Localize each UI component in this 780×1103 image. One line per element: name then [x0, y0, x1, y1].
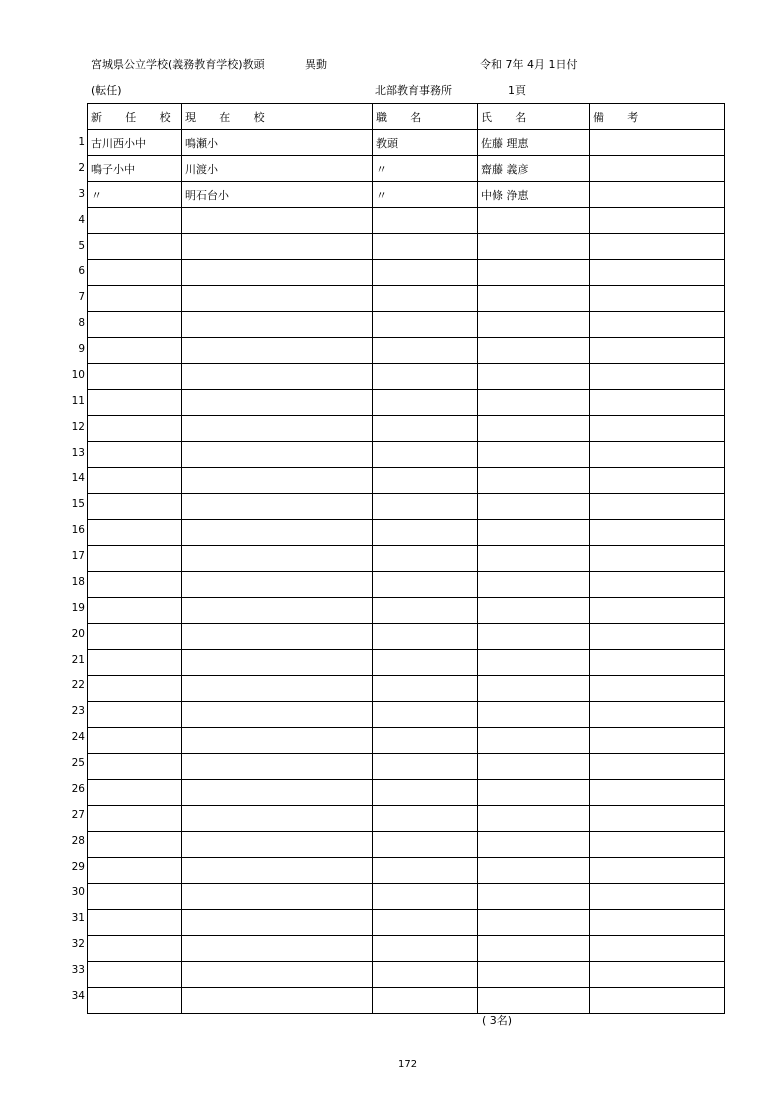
cell-current-school — [182, 546, 373, 572]
cell-name — [478, 728, 590, 754]
row-number: 15 — [71, 498, 85, 511]
cell-name — [478, 208, 590, 234]
cell-name — [478, 286, 590, 312]
cell-current-school — [182, 650, 373, 676]
cell-remarks — [590, 286, 725, 312]
cell-name — [478, 468, 590, 494]
cell-position — [373, 780, 478, 806]
row-number: 13 — [71, 446, 85, 459]
table-row — [88, 156, 725, 182]
row-number-column — [62, 130, 85, 1010]
cell-current-school: 鳴瀬小 — [182, 130, 373, 156]
cell-name: 齋藤 義彦 — [478, 156, 590, 182]
cell-new-school — [88, 416, 182, 442]
cell-remarks — [590, 208, 725, 234]
cell-current-school — [182, 702, 373, 728]
cell-remarks — [590, 182, 725, 208]
cell-remarks — [590, 936, 725, 962]
cell-new-school — [88, 676, 182, 702]
cell-position — [373, 936, 478, 962]
cell-current-school — [182, 936, 373, 962]
cell-new-school — [88, 936, 182, 962]
cell-remarks — [590, 416, 725, 442]
table-row — [88, 676, 725, 702]
table-row — [88, 208, 725, 234]
cell-remarks — [590, 312, 725, 338]
column-header-current-school: 現 在 校 — [182, 104, 373, 130]
transfer-category: (転任) — [91, 84, 122, 97]
cell-remarks — [590, 338, 725, 364]
row-number: 1 — [78, 136, 85, 148]
cell-current-school — [182, 390, 373, 416]
row-number: 30 — [71, 886, 85, 899]
cell-remarks — [590, 910, 725, 936]
cell-position — [373, 832, 478, 858]
table-row — [88, 962, 725, 988]
cell-remarks — [590, 702, 725, 728]
table-row — [88, 130, 725, 156]
cell-remarks — [590, 806, 725, 832]
table-row — [88, 520, 725, 546]
cell-name — [478, 390, 590, 416]
personnel-table — [87, 103, 725, 1014]
cell-name — [478, 624, 590, 650]
cell-current-school — [182, 312, 373, 338]
cell-current-school — [182, 468, 373, 494]
cell-new-school — [88, 364, 182, 390]
cell-current-school — [182, 364, 373, 390]
cell-name — [478, 858, 590, 884]
row-number: 29 — [71, 860, 85, 873]
cell-position — [373, 988, 478, 1014]
table-body — [88, 130, 725, 1014]
cell-new-school: 鳴子小中 — [88, 156, 182, 182]
cell-name — [478, 442, 590, 468]
cell-current-school: 明石台小 — [182, 182, 373, 208]
cell-current-school — [182, 988, 373, 1014]
row-number: 6 — [78, 265, 85, 278]
cell-position: 教頭 — [373, 130, 478, 156]
cell-name — [478, 338, 590, 364]
cell-remarks — [590, 832, 725, 858]
row-number: 5 — [78, 239, 85, 252]
page-number: 172 — [398, 1059, 418, 1070]
cell-name — [478, 572, 590, 598]
cell-new-school — [88, 962, 182, 988]
cell-current-school — [182, 416, 373, 442]
table-row — [88, 494, 725, 520]
cell-name — [478, 650, 590, 676]
cell-name — [478, 832, 590, 858]
cell-position: 〃 — [373, 156, 478, 182]
column-header-remarks: 備 考 — [590, 104, 725, 130]
column-header-new-school: 新 任 校 — [88, 104, 182, 130]
cell-remarks — [590, 676, 725, 702]
column-header-position: 職 名 — [373, 104, 478, 130]
cell-name: 中條 浄恵 — [478, 182, 590, 208]
row-number: 27 — [71, 808, 85, 821]
cell-new-school — [88, 650, 182, 676]
cell-name — [478, 962, 590, 988]
table-row — [88, 598, 725, 624]
row-number: 7 — [78, 291, 85, 304]
cell-position — [373, 650, 478, 676]
cell-position — [373, 338, 478, 364]
cell-current-school — [182, 780, 373, 806]
cell-new-school: 〃 — [88, 182, 182, 208]
cell-current-school — [182, 910, 373, 936]
cell-position — [373, 520, 478, 546]
cell-new-school — [88, 546, 182, 572]
cell-current-school — [182, 260, 373, 286]
row-number: 2 — [78, 161, 85, 174]
cell-new-school — [88, 494, 182, 520]
cell-current-school — [182, 338, 373, 364]
row-number: 9 — [78, 343, 85, 355]
cell-new-school — [88, 286, 182, 312]
cell-position — [373, 468, 478, 494]
cell-position — [373, 702, 478, 728]
cell-name — [478, 364, 590, 390]
cell-current-school — [182, 858, 373, 884]
cell-position — [373, 364, 478, 390]
cell-name — [478, 988, 590, 1014]
row-number: 21 — [71, 653, 85, 666]
cell-current-school — [182, 676, 373, 702]
cell-name — [478, 494, 590, 520]
row-number: 11 — [71, 394, 85, 407]
cell-remarks — [590, 260, 725, 286]
cell-name: 佐藤 理恵 — [478, 130, 590, 156]
cell-remarks — [590, 988, 725, 1014]
cell-position — [373, 260, 478, 286]
cell-name — [478, 312, 590, 338]
cell-new-school — [88, 338, 182, 364]
cell-name — [478, 910, 590, 936]
cell-remarks — [590, 962, 725, 988]
cell-new-school — [88, 806, 182, 832]
cell-current-school — [182, 598, 373, 624]
row-number: 34 — [71, 989, 85, 1002]
cell-current-school — [182, 234, 373, 260]
cell-new-school — [88, 468, 182, 494]
cell-remarks — [590, 572, 725, 598]
table-row — [88, 390, 725, 416]
cell-name — [478, 702, 590, 728]
row-number: 18 — [71, 575, 85, 588]
cell-remarks — [590, 650, 725, 676]
cell-name — [478, 884, 590, 910]
table-row — [88, 858, 725, 884]
cell-name — [478, 806, 590, 832]
cell-name — [478, 520, 590, 546]
effective-date: 令和 7年 4月 1日付 — [480, 58, 578, 71]
cell-new-school — [88, 858, 182, 884]
cell-position — [373, 728, 478, 754]
row-number: 22 — [71, 679, 85, 692]
table-row — [88, 884, 725, 910]
cell-name — [478, 598, 590, 624]
row-number: 31 — [71, 912, 85, 925]
cell-position — [373, 494, 478, 520]
cell-remarks — [590, 234, 725, 260]
cell-remarks — [590, 442, 725, 468]
document-title: 宮城県公立学校(義務教育学校)教頭 — [91, 58, 265, 71]
total-count: ( 3名) — [482, 1014, 513, 1027]
cell-remarks — [590, 780, 725, 806]
cell-new-school — [88, 988, 182, 1014]
cell-name — [478, 936, 590, 962]
row-number: 24 — [71, 731, 85, 744]
cell-new-school — [88, 624, 182, 650]
table-row — [88, 234, 725, 260]
table-row — [88, 338, 725, 364]
table-row — [88, 806, 725, 832]
cell-new-school — [88, 910, 182, 936]
cell-name — [478, 260, 590, 286]
cell-remarks — [590, 858, 725, 884]
cell-current-school — [182, 494, 373, 520]
cell-position — [373, 416, 478, 442]
cell-remarks — [590, 364, 725, 390]
cell-position — [373, 884, 478, 910]
transfer-label: 異動 — [305, 58, 327, 71]
cell-position — [373, 858, 478, 884]
cell-remarks — [590, 520, 725, 546]
page-count: 1頁 — [508, 84, 526, 97]
cell-name — [478, 780, 590, 806]
table-row — [88, 546, 725, 572]
row-number: 20 — [71, 627, 85, 640]
cell-remarks — [590, 624, 725, 650]
cell-new-school — [88, 208, 182, 234]
table-row — [88, 754, 725, 780]
row-number: 32 — [71, 938, 85, 951]
table-row — [88, 312, 725, 338]
table-row — [88, 260, 725, 286]
cell-position — [373, 624, 478, 650]
row-number: 17 — [71, 550, 85, 562]
table-row — [88, 624, 725, 650]
cell-position — [373, 546, 478, 572]
cell-new-school — [88, 754, 182, 780]
row-number: 4 — [78, 213, 85, 226]
cell-current-school — [182, 624, 373, 650]
row-number: 10 — [71, 368, 85, 381]
cell-current-school — [182, 728, 373, 754]
office-name: 北部教育事務所 — [375, 84, 452, 97]
cell-remarks — [590, 468, 725, 494]
cell-remarks — [590, 156, 725, 182]
cell-remarks — [590, 754, 725, 780]
cell-position — [373, 312, 478, 338]
cell-new-school — [88, 312, 182, 338]
cell-remarks — [590, 598, 725, 624]
cell-position — [373, 234, 478, 260]
cell-new-school — [88, 260, 182, 286]
row-number: 16 — [71, 524, 85, 537]
cell-position — [373, 390, 478, 416]
cell-position — [373, 754, 478, 780]
cell-new-school — [88, 390, 182, 416]
row-number: 26 — [71, 782, 85, 795]
table-row — [88, 182, 725, 208]
table-row — [88, 910, 725, 936]
cell-current-school — [182, 208, 373, 234]
cell-new-school — [88, 832, 182, 858]
cell-position — [373, 962, 478, 988]
table-row — [88, 728, 725, 754]
cell-current-school — [182, 520, 373, 546]
cell-current-school — [182, 754, 373, 780]
cell-remarks — [590, 390, 725, 416]
cell-current-school — [182, 572, 373, 598]
table-row — [88, 988, 725, 1014]
cell-new-school — [88, 598, 182, 624]
cell-current-school — [182, 442, 373, 468]
cell-position — [373, 676, 478, 702]
table-row — [88, 286, 725, 312]
table-row — [88, 832, 725, 858]
table-row — [88, 416, 725, 442]
row-number: 8 — [78, 317, 85, 330]
cell-new-school — [88, 702, 182, 728]
table-row — [88, 364, 725, 390]
cell-name — [478, 676, 590, 702]
table-row — [88, 572, 725, 598]
cell-current-school — [182, 286, 373, 312]
cell-remarks — [590, 884, 725, 910]
table-row — [88, 780, 725, 806]
cell-remarks — [590, 546, 725, 572]
cell-current-school — [182, 806, 373, 832]
table-row — [88, 442, 725, 468]
cell-position — [373, 598, 478, 624]
cell-name — [478, 754, 590, 780]
cell-position — [373, 208, 478, 234]
row-number: 25 — [71, 757, 85, 769]
cell-new-school: 古川西小中 — [88, 130, 182, 156]
table-row — [88, 650, 725, 676]
cell-new-school — [88, 442, 182, 468]
table-row — [88, 936, 725, 962]
cell-new-school — [88, 884, 182, 910]
cell-current-school — [182, 884, 373, 910]
cell-new-school — [88, 728, 182, 754]
cell-current-school — [182, 832, 373, 858]
cell-name — [478, 416, 590, 442]
table-header-row — [88, 104, 725, 130]
cell-new-school — [88, 572, 182, 598]
cell-position: 〃 — [373, 182, 478, 208]
cell-name — [478, 234, 590, 260]
cell-remarks — [590, 130, 725, 156]
column-header-name: 氏 名 — [478, 104, 590, 130]
row-number: 33 — [71, 964, 85, 976]
cell-position — [373, 806, 478, 832]
cell-position — [373, 910, 478, 936]
cell-current-school — [182, 962, 373, 988]
cell-remarks — [590, 494, 725, 520]
row-number: 28 — [71, 834, 85, 847]
row-number: 14 — [71, 472, 85, 485]
row-number: 23 — [71, 705, 85, 718]
cell-new-school — [88, 234, 182, 260]
cell-new-school — [88, 780, 182, 806]
row-number: 12 — [71, 420, 85, 433]
cell-new-school — [88, 520, 182, 546]
row-number: 3 — [78, 187, 85, 200]
cell-remarks — [590, 728, 725, 754]
cell-position — [373, 286, 478, 312]
cell-name — [478, 546, 590, 572]
row-number: 19 — [71, 601, 85, 614]
table-row — [88, 468, 725, 494]
table-row — [88, 702, 725, 728]
cell-current-school: 川渡小 — [182, 156, 373, 182]
cell-position — [373, 442, 478, 468]
cell-position — [373, 572, 478, 598]
